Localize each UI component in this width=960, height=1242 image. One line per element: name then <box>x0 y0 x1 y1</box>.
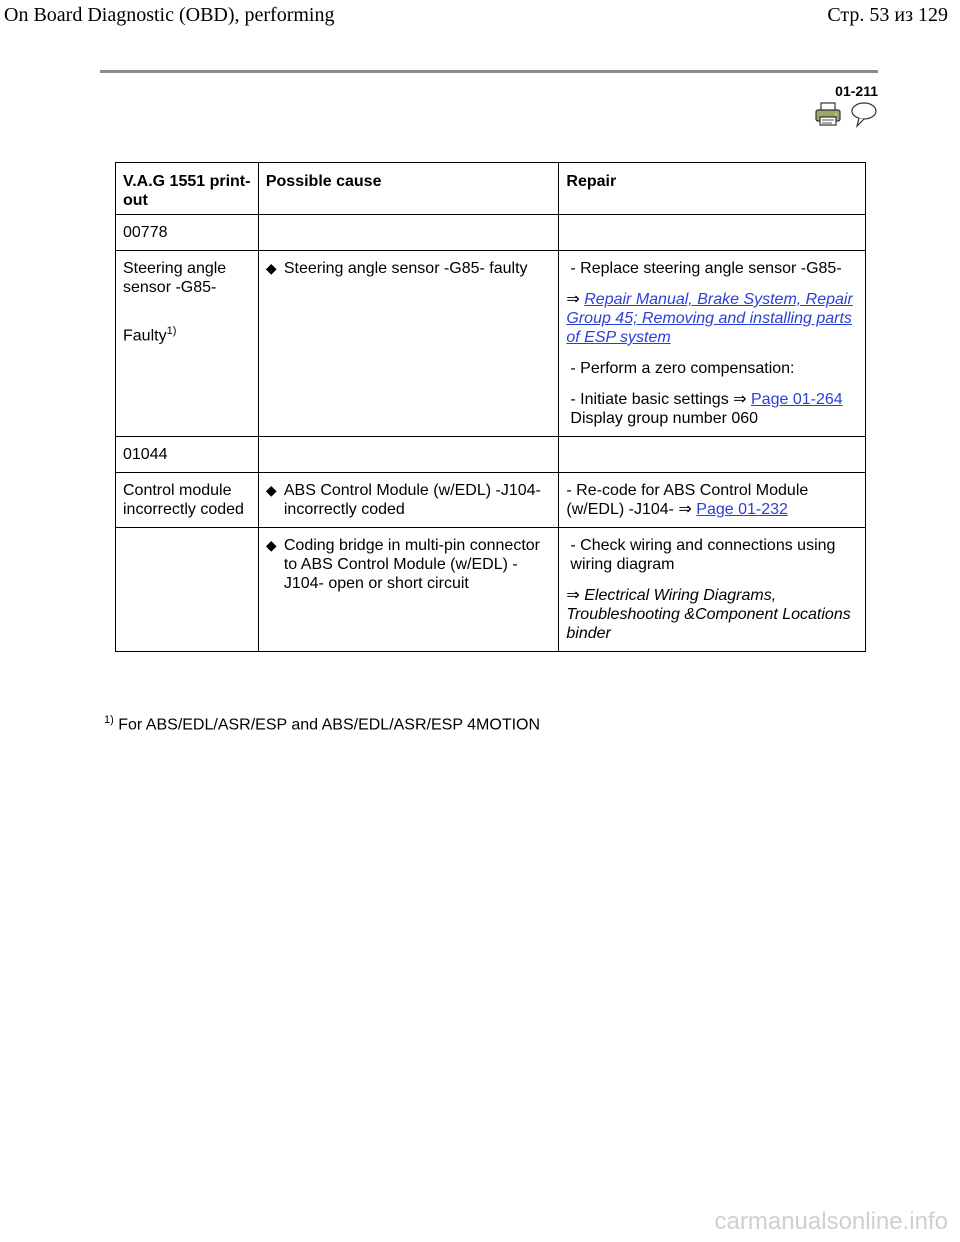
fault-status-text: Faulty <box>123 327 167 345</box>
diagnostic-table <box>115 162 866 652</box>
page-number: 01-211 <box>835 83 878 99</box>
diamond-bullet-icon: ◆ <box>265 482 277 498</box>
diamond-bullet-icon: ◆ <box>265 537 277 553</box>
footnote <box>104 714 540 734</box>
empty-cell <box>559 437 866 473</box>
fault-status <box>123 322 251 345</box>
table-row <box>116 437 866 473</box>
page-counter: Стр. 53 из 129 <box>827 4 948 26</box>
cause-text: Coding bridge in multi-pin connector to ABS Control Module (w/EDL) -J104- open or short circuit <box>283 537 540 592</box>
cause-bullet <box>266 481 552 519</box>
arrow-icon: ⇒ <box>566 291 580 308</box>
cause-cell <box>258 251 559 437</box>
fault-code: 00778 <box>116 215 259 251</box>
document-title: On Board Diagnostic (OBD), performing <box>4 4 335 26</box>
empty-cell <box>116 528 259 652</box>
repair-step: - Check wiring and connections using wiring diagram <box>570 537 836 573</box>
fault-name: Steering angle sensor -G85- <box>123 260 227 296</box>
repair-cell <box>559 251 866 437</box>
repair-reference <box>566 290 858 347</box>
fault-name: Control module incorrectly coded <box>116 473 259 528</box>
repair-step-text: - Re-code for ABS Control Module (w/EDL) -J104- <box>566 482 809 518</box>
fault-cell <box>116 251 259 437</box>
column-header-printout: V.A.G 1551 print-out <box>116 163 259 215</box>
table-row <box>116 528 866 652</box>
repair-cell <box>559 528 866 652</box>
cause-bullet <box>266 536 552 593</box>
table-row <box>116 215 866 251</box>
header-rule <box>100 70 878 73</box>
repair-reference <box>566 586 858 643</box>
cause-cell <box>258 528 559 652</box>
empty-cell <box>559 215 866 251</box>
cause-bullet <box>266 259 552 278</box>
arrow-icon: ⇒ <box>566 587 580 604</box>
repair-manual-link[interactable]: Repair Manual, Brake System, Repair Group 45; Removing and installing parts of ESP system <box>566 291 853 346</box>
toolbar <box>814 100 878 128</box>
wiring-diagram-reference: Electrical Wiring Diagrams, Troubleshooting &Component Locations binder <box>566 587 851 642</box>
empty-cell <box>258 437 559 473</box>
repair-step-text: Display group number 060 <box>570 410 759 427</box>
arrow-icon: ⇒ <box>678 501 692 518</box>
printer-icon[interactable] <box>814 100 842 128</box>
repair-step-text: - Initiate basic settings <box>570 391 729 408</box>
page-link[interactable]: Page 01-232 <box>696 501 788 518</box>
column-header-repair: Repair <box>559 163 866 215</box>
repair-step: - Perform a zero compensation: <box>570 360 795 377</box>
footnote-marker: 1) <box>166 325 177 337</box>
column-header-cause: Possible cause <box>258 163 559 215</box>
table-row <box>116 473 866 528</box>
repair-step <box>566 390 858 428</box>
watermark: carmanualsonline.info <box>714 1208 948 1235</box>
fault-code: 01044 <box>116 437 259 473</box>
footnote-marker: 1) <box>104 714 114 726</box>
cause-text: Steering angle sensor -G85- faulty <box>283 260 528 277</box>
cause-cell <box>258 473 559 528</box>
footnote-text: For ABS/EDL/ASR/ESP and ABS/EDL/ASR/ESP 4MOTION <box>118 716 541 734</box>
arrow-icon: ⇒ <box>733 391 747 408</box>
empty-cell <box>258 215 559 251</box>
speech-bubble-icon[interactable] <box>850 100 878 128</box>
diamond-bullet-icon: ◆ <box>265 260 277 276</box>
repair-cell <box>559 473 866 528</box>
cause-text: ABS Control Module (w/EDL) -J104- incorrectly coded <box>283 482 541 518</box>
table-header-row <box>116 163 866 215</box>
repair-step <box>566 481 858 519</box>
table-row <box>116 251 866 437</box>
repair-step: - Replace steering angle sensor -G85- <box>570 260 842 277</box>
page-link[interactable]: Page 01-264 <box>751 391 843 408</box>
